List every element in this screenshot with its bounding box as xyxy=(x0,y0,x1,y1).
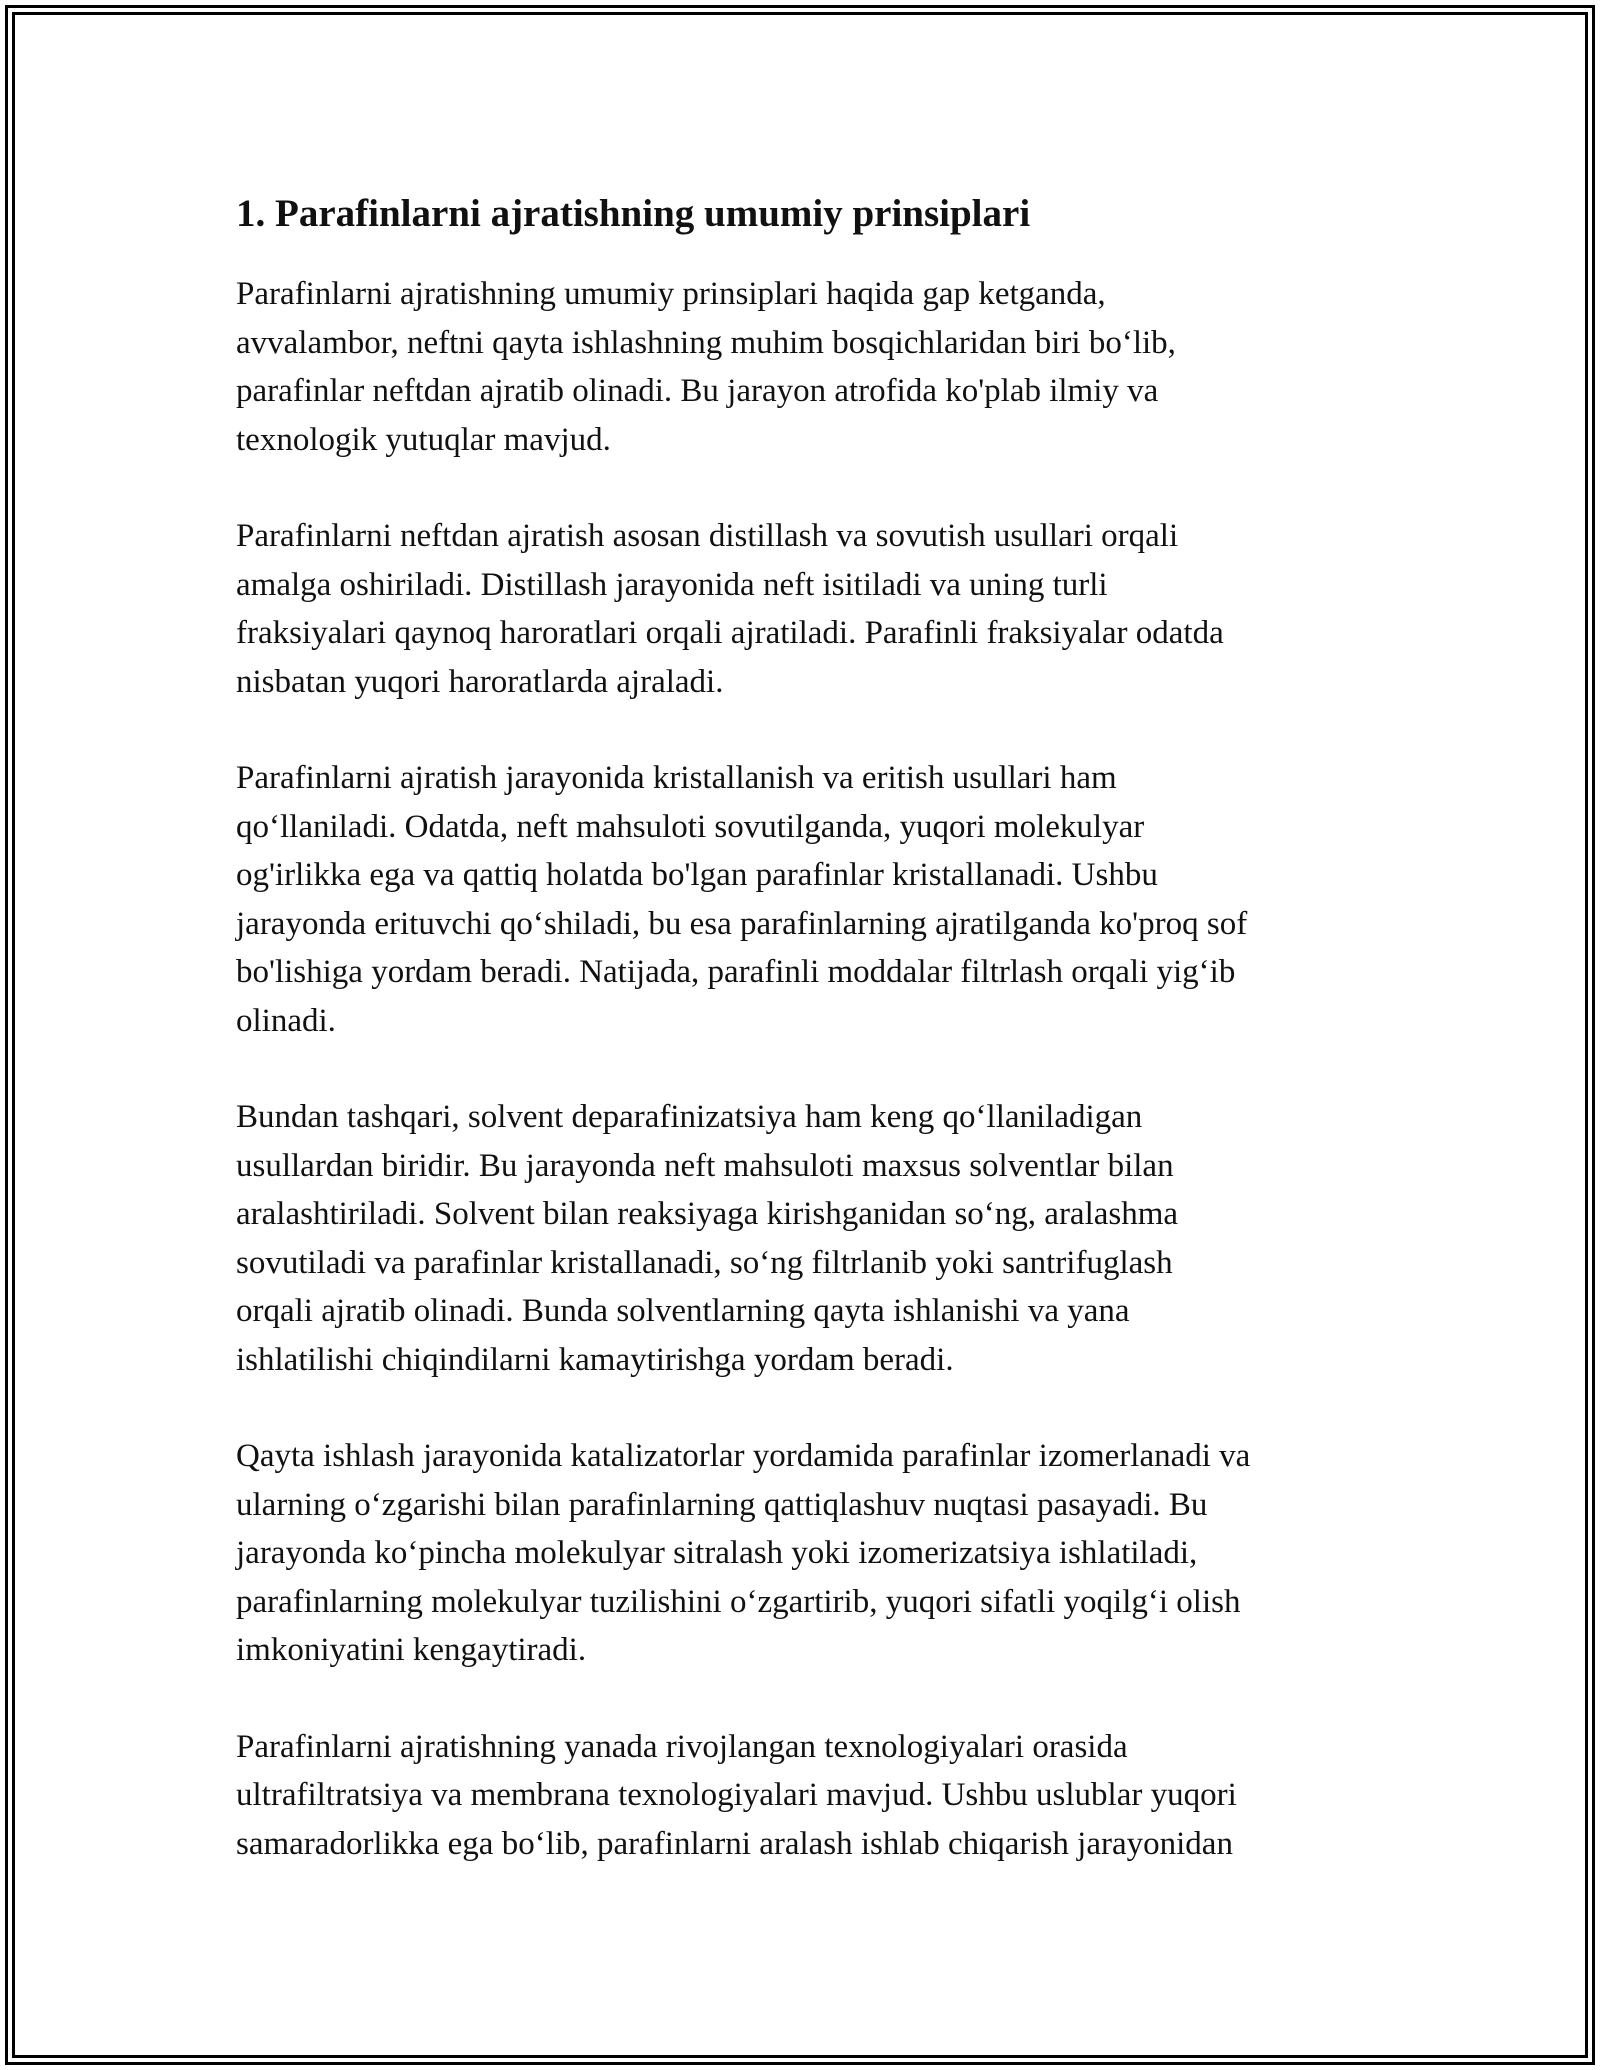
paragraph-line: Parafinlarni neftdan ajratish asosan distillash va sovutish usullari orqali xyxy=(236,518,1179,554)
paragraph-line: aralashtiriladi. Solvent bilan reaksiyaga kirishganidan so‘ng, aralashma xyxy=(236,1196,1179,1232)
paragraph-line: Bundan tashqari, solvent deparafinizatsiya ham keng qo‘llaniladigan xyxy=(236,1099,1143,1135)
paragraph-line: parafinlarning molekulyar tuzilishini o‘zgartirib, yuqori sifatli yoqilg‘i olish xyxy=(236,1583,1241,1620)
paragraph-line: ishlatilishi chiqindilarni kamaytirishga yordam beradi. xyxy=(236,1341,954,1378)
paragraph-line: amalga oshiriladi. Distillash jarayonida neft isitiladi va uning turli xyxy=(236,566,1108,603)
paragraph xyxy=(236,754,1376,1045)
paragraph-line: orqali ajratib olinadi. Bunda solventlarning qayta ishlanishi va yana xyxy=(236,1293,1130,1329)
paragraph-line: jarayonda ko‘pincha molekulyar sitralash yoki izomerizatsiya ishlatiladi, xyxy=(236,1535,1198,1571)
paragraph-line: Parafinlarni ajratishning umumiy prinsiplari haqida gap ketganda, xyxy=(236,276,1106,312)
paragraph-line: ularning o‘zgarishi bilan parafinlarning qattiqlashuv nuqtasi pasayadi. Bu xyxy=(236,1486,1208,1523)
paragraph-line: nisbatan yuqori haroratlarda ajraladi. xyxy=(236,663,724,700)
paragraph-line: usullardan biridir. Bu jarayonda neft mahsuloti maxsus solventlar bilan xyxy=(236,1147,1174,1184)
paragraph-line: jarayonda erituvchi qo‘shiladi, bu esa parafinlarning ajratilganda ko'proq sof xyxy=(236,905,1248,942)
paragraph-line: samaradorlikka ega bo‘lib, parafinlarni aralash ishlab chiqarish jarayonidan xyxy=(236,1825,1233,1862)
section-title: 1. Parafinlarni ajratishning umumiy prinsiplari xyxy=(236,192,1031,235)
paragraph xyxy=(236,1093,1376,1384)
paragraph xyxy=(236,512,1376,706)
paragraph-line: ultrafiltratsiya va membrana texnologiyalari mavjud. Ushbu uslublar yuqori xyxy=(236,1777,1237,1813)
paragraph-line: Qayta ishlash jarayonida katalizatorlar yordamida parafinlar izomerlanadi va xyxy=(236,1438,1251,1474)
paragraph-line: sovutiladi va parafinlar kristallanadi, so‘ng filtrlanib yoki santrifuglash xyxy=(236,1244,1173,1281)
paragraph-line: qo‘llaniladi. Odatda, neft mahsuloti sovutilganda, yuqori molekulyar xyxy=(236,808,1145,845)
paragraph xyxy=(236,1432,1376,1675)
paragraph-line: parafinlar neftdan ajratib olinadi. Bu jarayon atrofida ko'plab ilmiy va xyxy=(236,373,1159,409)
document-page xyxy=(236,188,1376,1916)
paragraph-line: texnologik yutuqlar mavjud. xyxy=(236,421,611,458)
paragraph xyxy=(236,1723,1376,1869)
paragraph-line: olinadi. xyxy=(236,1002,336,1039)
paragraph-line: bo'lishiga yordam beradi. Natijada, parafinli moddalar filtrlash orqali yig‘ib xyxy=(236,954,1236,990)
paragraph xyxy=(236,270,1376,464)
paragraph-line: og'irlikka ega va qattiq holatda bo'lgan parafinlar kristallanadi. Ushbu xyxy=(236,857,1158,893)
paragraph-line: imkoniyatini kengaytiradi. xyxy=(236,1632,587,1668)
paragraph-line: fraksiyalari qaynoq haroratlari orqali ajratiladi. Parafinli fraksiyalar odatda xyxy=(236,615,1224,651)
document-body xyxy=(236,270,1376,1868)
paragraph-line: Parafinlarni ajratishning yanada rivojlangan texnologiyalari orasida xyxy=(236,1728,1128,1765)
paragraph-line: avvalambor, neftni qayta ishlashning muhim bosqichlaridan biri bo‘lib, xyxy=(236,324,1176,361)
paragraph-line: Parafinlarni ajratish jarayonida kristallanish va eritish usullari ham xyxy=(236,760,1117,796)
